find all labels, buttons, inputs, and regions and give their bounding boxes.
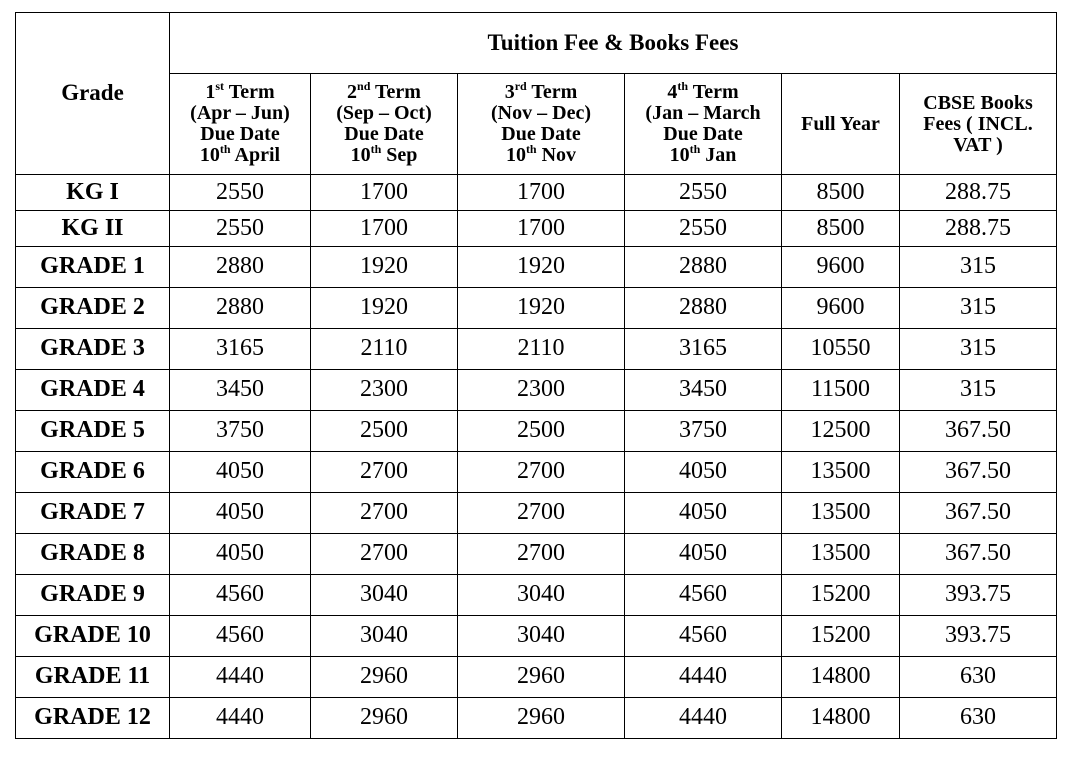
due-day-number: 10 bbox=[505, 144, 526, 166]
grade-label: GRADE 4 bbox=[16, 370, 170, 411]
due-month: Nov bbox=[541, 144, 577, 166]
term-3-fee: 2110 bbox=[458, 329, 625, 370]
term-2-fee: 1700 bbox=[311, 175, 458, 211]
term-1-fee: 2880 bbox=[170, 247, 311, 288]
term-ordinal-number: 1 bbox=[205, 81, 216, 103]
term-2-fee: 3040 bbox=[311, 575, 458, 616]
term-1-fee: 3450 bbox=[170, 370, 311, 411]
term-word: Term bbox=[692, 81, 739, 103]
term-1-fee: 3165 bbox=[170, 329, 311, 370]
term-header-1 bbox=[170, 74, 311, 175]
due-day-suffix: th bbox=[525, 142, 537, 156]
full-year-header: Full Year bbox=[782, 74, 900, 175]
term-2-fee: 2700 bbox=[311, 452, 458, 493]
table-row bbox=[16, 211, 1057, 247]
books-header-line-2: Fees ( INCL. bbox=[923, 112, 1033, 135]
term-2-fee: 1920 bbox=[311, 288, 458, 329]
table-row bbox=[16, 452, 1057, 493]
full-year-fee: 9600 bbox=[782, 247, 900, 288]
term-2-fee: 3040 bbox=[311, 616, 458, 657]
due-day-suffix: th bbox=[370, 142, 382, 156]
grade-label: GRADE 11 bbox=[16, 657, 170, 698]
grade-label: GRADE 9 bbox=[16, 575, 170, 616]
term-word: Term bbox=[531, 81, 578, 103]
due-date-label: Due Date bbox=[501, 123, 581, 145]
due-day-number: 10 bbox=[669, 144, 690, 166]
term-2-fee: 2110 bbox=[311, 329, 458, 370]
term-1-fee: 4440 bbox=[170, 698, 311, 739]
books-fee: 393.75 bbox=[900, 616, 1057, 657]
term-header-4 bbox=[625, 74, 782, 175]
books-header-line-3: VAT ) bbox=[953, 133, 1003, 156]
due-month: April bbox=[234, 144, 281, 166]
term-3-fee: 3040 bbox=[458, 616, 625, 657]
grade-label: GRADE 8 bbox=[16, 534, 170, 575]
term-4-fee: 4560 bbox=[625, 575, 782, 616]
term-4-fee: 3165 bbox=[625, 329, 782, 370]
term-3-fee: 2700 bbox=[458, 452, 625, 493]
books-fee: 288.75 bbox=[900, 211, 1057, 247]
term-4-fee: 4440 bbox=[625, 657, 782, 698]
books-fee: 367.50 bbox=[900, 452, 1057, 493]
term-word: Term bbox=[375, 81, 421, 103]
full-year-fee: 14800 bbox=[782, 698, 900, 739]
grade-label: GRADE 6 bbox=[16, 452, 170, 493]
term-header-row bbox=[16, 74, 1057, 175]
term-word: Term bbox=[228, 81, 275, 103]
due-month: Sep bbox=[386, 144, 418, 166]
books-fee: 393.75 bbox=[900, 575, 1057, 616]
term-3-fee: 2700 bbox=[458, 534, 625, 575]
term-2-fee: 2500 bbox=[311, 411, 458, 452]
term-3-fee: 2960 bbox=[458, 657, 625, 698]
term-period: (Apr – Jun) bbox=[190, 102, 290, 124]
grade-label: GRADE 10 bbox=[16, 616, 170, 657]
term-ordinal-number: 3 bbox=[504, 81, 515, 103]
full-year-fee: 13500 bbox=[782, 534, 900, 575]
books-fee: 630 bbox=[900, 657, 1057, 698]
grade-label: KG II bbox=[16, 211, 170, 247]
full-year-fee: 15200 bbox=[782, 575, 900, 616]
full-year-fee: 14800 bbox=[782, 657, 900, 698]
books-fee: 367.50 bbox=[900, 411, 1057, 452]
full-year-fee: 13500 bbox=[782, 493, 900, 534]
grade-label: GRADE 12 bbox=[16, 698, 170, 739]
due-month: Jan bbox=[705, 144, 737, 166]
term-4-fee: 4440 bbox=[625, 698, 782, 739]
term-1-fee: 4050 bbox=[170, 493, 311, 534]
full-year-fee: 9600 bbox=[782, 288, 900, 329]
term-2-fee: 2960 bbox=[311, 657, 458, 698]
full-year-fee: 11500 bbox=[782, 370, 900, 411]
table-row bbox=[16, 247, 1057, 288]
term-1-fee: 2880 bbox=[170, 288, 311, 329]
table-row bbox=[16, 698, 1057, 739]
term-3-fee: 1920 bbox=[458, 247, 625, 288]
term-4-fee: 2880 bbox=[625, 247, 782, 288]
term-period: (Sep – Oct) bbox=[336, 102, 432, 124]
table-row bbox=[16, 575, 1057, 616]
books-fee: 315 bbox=[900, 288, 1057, 329]
term-ordinal-suffix: th bbox=[677, 79, 689, 93]
grade-label: KG I bbox=[16, 175, 170, 211]
table-row bbox=[16, 493, 1057, 534]
term-3-fee: 2960 bbox=[458, 698, 625, 739]
term-1-fee: 4560 bbox=[170, 616, 311, 657]
table-row bbox=[16, 616, 1057, 657]
term-1-fee: 2550 bbox=[170, 175, 311, 211]
full-year-fee: 12500 bbox=[782, 411, 900, 452]
full-year-fee: 8500 bbox=[782, 211, 900, 247]
term-2-fee: 2700 bbox=[311, 534, 458, 575]
term-2-fee: 2960 bbox=[311, 698, 458, 739]
table-row bbox=[16, 657, 1057, 698]
term-ordinal-number: 4 bbox=[667, 81, 678, 103]
tuition-group-header: Tuition Fee & Books Fees bbox=[170, 13, 1057, 74]
full-year-fee: 15200 bbox=[782, 616, 900, 657]
grade-label: GRADE 1 bbox=[16, 247, 170, 288]
term-2-fee: 2300 bbox=[311, 370, 458, 411]
term-1-fee: 4050 bbox=[170, 452, 311, 493]
term-4-fee: 4050 bbox=[625, 534, 782, 575]
table-row bbox=[16, 411, 1057, 452]
term-4-fee: 4050 bbox=[625, 493, 782, 534]
term-1-fee: 4440 bbox=[170, 657, 311, 698]
grade-label: GRADE 5 bbox=[16, 411, 170, 452]
term-4-fee: 4560 bbox=[625, 616, 782, 657]
term-ordinal-number: 2 bbox=[347, 81, 358, 103]
table-row bbox=[16, 329, 1057, 370]
term-1-fee: 4050 bbox=[170, 534, 311, 575]
books-fee: 630 bbox=[900, 698, 1057, 739]
due-day-suffix: th bbox=[219, 142, 231, 156]
term-1-fee: 4560 bbox=[170, 575, 311, 616]
grade-column-header: Grade bbox=[16, 13, 170, 175]
table-row bbox=[16, 288, 1057, 329]
term-3-fee: 1920 bbox=[458, 288, 625, 329]
full-year-fee: 13500 bbox=[782, 452, 900, 493]
due-date-label: Due Date bbox=[663, 123, 743, 145]
grade-label: GRADE 3 bbox=[16, 329, 170, 370]
full-year-fee: 8500 bbox=[782, 175, 900, 211]
term-header-3 bbox=[458, 74, 625, 175]
term-period: (Nov – Dec) bbox=[491, 102, 591, 124]
term-1-fee: 2550 bbox=[170, 211, 311, 247]
term-3-fee: 2300 bbox=[458, 370, 625, 411]
term-3-fee: 3040 bbox=[458, 575, 625, 616]
term-3-fee: 2500 bbox=[458, 411, 625, 452]
grade-label: GRADE 2 bbox=[16, 288, 170, 329]
term-4-fee: 2550 bbox=[625, 211, 782, 247]
fee-table-body bbox=[16, 175, 1057, 739]
books-fee: 367.50 bbox=[900, 493, 1057, 534]
term-4-fee: 3750 bbox=[625, 411, 782, 452]
table-row bbox=[16, 534, 1057, 575]
term-3-fee: 1700 bbox=[458, 211, 625, 247]
due-day-number: 10 bbox=[350, 144, 371, 166]
full-year-fee: 10550 bbox=[782, 329, 900, 370]
due-date-label: Due Date bbox=[200, 123, 280, 145]
books-fee: 315 bbox=[900, 370, 1057, 411]
term-2-fee: 2700 bbox=[311, 493, 458, 534]
books-fee-header bbox=[900, 74, 1057, 175]
term-4-fee: 2550 bbox=[625, 175, 782, 211]
term-ordinal-suffix: st bbox=[215, 79, 225, 93]
term-4-fee: 4050 bbox=[625, 452, 782, 493]
due-date-label: Due Date bbox=[344, 123, 424, 145]
books-fee: 315 bbox=[900, 247, 1057, 288]
books-header-line-1: CBSE Books bbox=[923, 91, 1033, 114]
due-day-suffix: th bbox=[689, 142, 701, 156]
term-3-fee: 2700 bbox=[458, 493, 625, 534]
term-header-2 bbox=[311, 74, 458, 175]
grade-label: GRADE 7 bbox=[16, 493, 170, 534]
term-2-fee: 1920 bbox=[311, 247, 458, 288]
term-4-fee: 3450 bbox=[625, 370, 782, 411]
due-day-number: 10 bbox=[199, 144, 220, 166]
table-row bbox=[16, 175, 1057, 211]
books-fee: 315 bbox=[900, 329, 1057, 370]
term-4-fee: 2880 bbox=[625, 288, 782, 329]
term-ordinal-suffix: nd bbox=[357, 79, 371, 93]
books-fee: 367.50 bbox=[900, 534, 1057, 575]
term-ordinal-suffix: rd bbox=[514, 79, 527, 93]
term-3-fee: 1700 bbox=[458, 175, 625, 211]
term-period: (Jan – March bbox=[645, 102, 761, 124]
table-row bbox=[16, 370, 1057, 411]
books-fee: 288.75 bbox=[900, 175, 1057, 211]
term-1-fee: 3750 bbox=[170, 411, 311, 452]
fee-table bbox=[15, 12, 1057, 739]
term-2-fee: 1700 bbox=[311, 211, 458, 247]
